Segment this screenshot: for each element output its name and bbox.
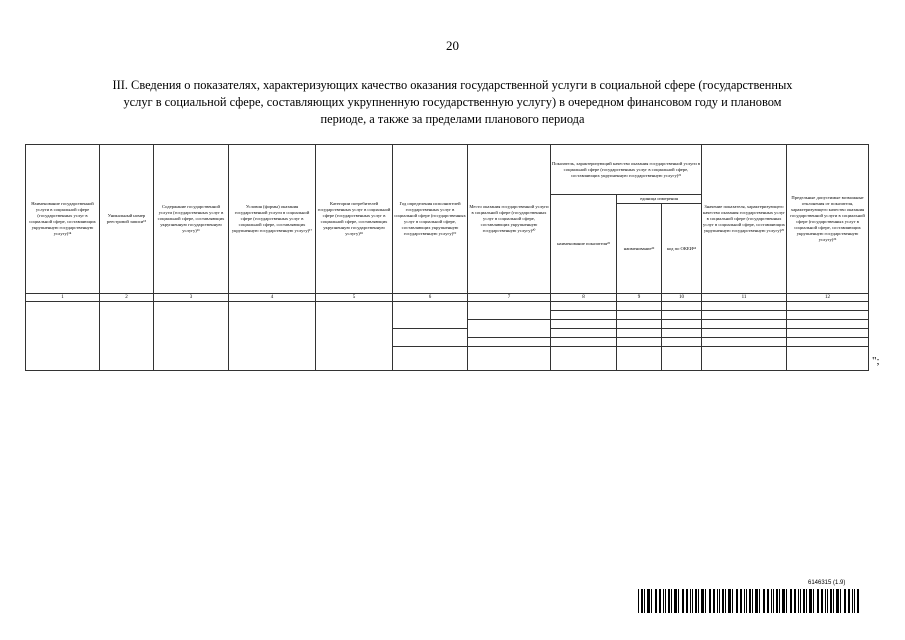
barcode-bar [749, 589, 751, 613]
barcode-bar [790, 589, 792, 613]
barcode-bar [836, 589, 839, 613]
header-service-conditions: Условия (формы) оказания государственной услуги в социальной сфере (государственных услуг в социальной сфере, составляющих укрупненную государственную услугу)¹⁷ [229, 145, 316, 294]
barcode-bar [773, 589, 774, 613]
header-allowed-deviations: Предельные допустимые возможные отклонения от показателя, характеризующего качество оказания государственной услуги в социальной сфере (государственных услуг в социальной сфере, составляющих укрупненную государственную услугу)²⁶ [787, 145, 869, 294]
barcode-bar [668, 589, 670, 613]
barcode-bar [722, 589, 724, 613]
empty-cell [787, 320, 869, 329]
empty-cell [617, 302, 662, 311]
column-number: 9 [617, 294, 662, 302]
barcode-bar [854, 589, 855, 613]
barcode-bar [852, 589, 853, 613]
empty-cell [787, 302, 869, 311]
barcode-bar [644, 589, 645, 613]
empty-cell [393, 347, 468, 371]
barcode-bar [690, 589, 691, 613]
empty-cell [662, 347, 702, 371]
barcode-bar [809, 589, 812, 613]
column-number: 1 [26, 294, 100, 302]
barcode-bar [776, 589, 778, 613]
empty-cell [787, 311, 869, 320]
form-code: 6146315 (1.9) [808, 580, 846, 586]
column-number: 6 [393, 294, 468, 302]
empty-cell [617, 347, 662, 371]
header-consumer-categories: Категории потребителей государственных услуг в социальной сфере (государственных услуг в социальной сфере, составляющих укрупненную государственную услугу)¹⁸ [316, 145, 393, 294]
section-heading-line-3: периоде, а также за пределами планового периода [320, 112, 585, 126]
barcode-bar [717, 589, 718, 613]
barcode-bar [641, 589, 643, 613]
barcode-bar [651, 589, 652, 613]
header-year-of-determination: Год определения исполнителей государственных услуг в социальной сфере (государственных услуг в социальной сфере, составляющих укрупненную государственную услугу)¹⁹ [393, 145, 468, 294]
barcode-bar [803, 589, 805, 613]
empty-cell [702, 338, 787, 347]
empty-cell [468, 347, 551, 371]
empty-cell [154, 302, 229, 371]
barcode-bar [759, 589, 760, 613]
column-number: 12 [787, 294, 869, 302]
barcode-bar [728, 589, 731, 613]
empty-cell [551, 338, 617, 347]
header-indicator-value: Значение показателя, характеризующего качество оказания государственных услуг в социальной сфере (государственных услуг в социальной сфере, составляющих укрупненную государственную услугу)²⁵ [702, 145, 787, 294]
empty-cell [551, 302, 617, 311]
barcode-bar [695, 589, 697, 613]
column-number: 11 [702, 294, 787, 302]
section-heading [40, 77, 865, 128]
empty-cell [551, 311, 617, 320]
barcode-bar [638, 589, 639, 613]
barcode-bar [857, 589, 859, 613]
header-okei-code: код по ОКЕИ²⁴ [662, 204, 702, 294]
barcode-bar [732, 589, 733, 613]
empty-cell [551, 347, 617, 371]
column-number: 5 [316, 294, 393, 302]
barcode-bar [782, 589, 785, 613]
empty-cell [393, 302, 468, 329]
column-number: 4 [229, 294, 316, 302]
empty-cell [662, 311, 702, 320]
barcode-bar [655, 589, 657, 613]
quality-indicators-table [25, 144, 869, 371]
empty-cell [662, 320, 702, 329]
barcode-bar [678, 589, 679, 613]
column-number: 10 [662, 294, 702, 302]
empty-cell [393, 329, 468, 347]
barcode-bar [698, 589, 699, 613]
empty-cell [26, 302, 100, 371]
barcode-bar [701, 589, 704, 613]
barcode-bar [833, 589, 834, 613]
barcode-bar [674, 589, 677, 613]
empty-cell [229, 302, 316, 371]
barcode-bar [746, 589, 747, 613]
closing-quote-mark: "; [872, 355, 880, 367]
barcode-bar [821, 589, 823, 613]
barcode-bar [848, 589, 850, 613]
barcode-bar [771, 589, 772, 613]
barcode-bar [763, 589, 765, 613]
barcode-bar [813, 589, 814, 613]
header-unit-group: единица измерения [617, 195, 702, 204]
barcode-bar [779, 589, 780, 613]
column-number: 8 [551, 294, 617, 302]
empty-cell [702, 329, 787, 338]
section-heading-line-2: услуг в социальной сфере, составляющих укрупненную государственную услугу) в очередном финансовом году и плановом [123, 95, 782, 109]
barcode-bar [719, 589, 720, 613]
barcode-bar [827, 589, 828, 613]
header-service-place: Место оказания государственной услуги в социальной сфере (государственных услуг в социальной сфере, составляющих укрупненную государственную услугу)²⁰ [468, 145, 551, 294]
barcode-bar [709, 589, 711, 613]
empty-cell [662, 302, 702, 311]
barcode-bar [767, 589, 769, 613]
empty-cell [551, 320, 617, 329]
empty-cell [702, 311, 787, 320]
section-heading-line-1: III. Сведения о показателях, характеризующих качество оказания государственной услуги в социальной сфере (государственных [112, 78, 793, 92]
barcode-bar [740, 589, 742, 613]
empty-cell [702, 302, 787, 311]
empty-cell [551, 329, 617, 338]
barcode-bar [682, 589, 684, 613]
empty-cell [468, 338, 551, 347]
barcode-bar [692, 589, 693, 613]
empty-cell [316, 302, 393, 371]
barcode-bar [752, 589, 753, 613]
barcode-bar [794, 589, 796, 613]
barcode-bar [755, 589, 758, 613]
barcode-bar [647, 589, 650, 613]
barcode-bar [671, 589, 672, 613]
header-indicator-name: наименование показателя²² [551, 195, 617, 294]
empty-cell [468, 302, 551, 320]
header-service-name: Наименование государственной услуги в социальной сфере (государственных услуг в социальной сфере, составляющих укрупненную государственную услугу)¹⁴ [26, 145, 100, 294]
barcode-bar [830, 589, 832, 613]
page-number: 20 [446, 38, 459, 53]
empty-cell [662, 338, 702, 347]
empty-cell [617, 320, 662, 329]
empty-cell [662, 329, 702, 338]
barcode-bar [663, 589, 664, 613]
empty-cell [702, 320, 787, 329]
empty-cell [702, 347, 787, 371]
empty-cell [617, 311, 662, 320]
header-unit-name: наименование²³ [617, 204, 662, 294]
header-registry-number: Уникальный номер реестровой записи¹⁵ [100, 145, 154, 294]
barcode-bar [725, 589, 726, 613]
barcode-bar [825, 589, 826, 613]
barcode-bar [817, 589, 819, 613]
header-quality-indicator-group: Показатель, характеризующий качество оказания государственной услуги в социальной сфере (государственных услуг в социальной сфере, составляющих укрупненную государственную услугу)²¹ [551, 145, 702, 195]
barcode-bar [840, 589, 841, 613]
column-number: 7 [468, 294, 551, 302]
barcode-bar [713, 589, 715, 613]
empty-cell [787, 338, 869, 347]
empty-cell [787, 329, 869, 338]
empty-cell [617, 338, 662, 347]
barcode-bar [800, 589, 801, 613]
barcode-bar [686, 589, 688, 613]
barcode-bar [659, 589, 661, 613]
barcode-icon [638, 589, 862, 613]
column-number: 3 [154, 294, 229, 302]
barcode-bar [744, 589, 745, 613]
barcode-bar [786, 589, 787, 613]
empty-cell [617, 329, 662, 338]
barcode-bar [736, 589, 738, 613]
barcode-bar [665, 589, 666, 613]
barcode-bar [798, 589, 799, 613]
empty-cell [100, 302, 154, 371]
empty-cell [787, 347, 869, 371]
barcode-bar [705, 589, 706, 613]
header-service-content: Содержание государственной услуги (государственных услуг в социальной сфере, составляющих укрупненную государственную услугу)¹⁶ [154, 145, 229, 294]
empty-cell [468, 320, 551, 338]
barcode-bar [844, 589, 846, 613]
column-number: 2 [100, 294, 154, 302]
barcode-bar [806, 589, 807, 613]
